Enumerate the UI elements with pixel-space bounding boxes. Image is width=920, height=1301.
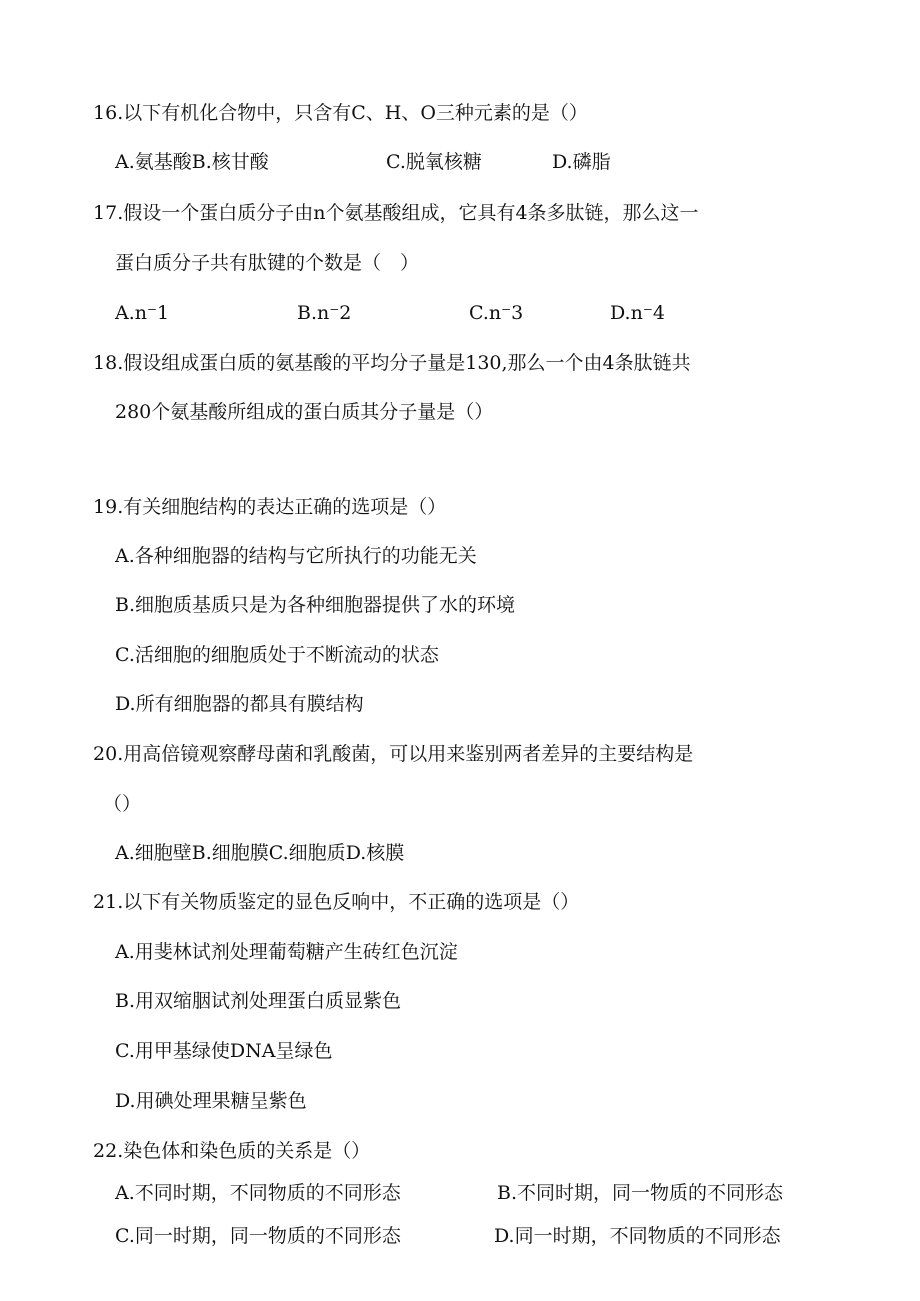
option-a: A.用斐林试剂处理葡萄糖产生砖红色沉淀 xyxy=(115,941,458,963)
question-number: 18 xyxy=(93,352,118,374)
question-text: .以下有机化合物中，只含有C、H、O三种元素的是（） xyxy=(117,102,588,124)
question-text: .假设一个蛋白质分子由n个氨基酸组成，它具有4条多肽链，那么这一 xyxy=(117,202,699,224)
option-a: A.细胞壁 xyxy=(115,842,192,864)
question-number: 17 xyxy=(93,202,118,224)
question-22-stem xyxy=(93,1138,370,1164)
question-16-options xyxy=(115,149,269,175)
question-18-stem xyxy=(93,350,691,376)
option-b: B.细胞膜 xyxy=(191,842,269,864)
question-text: .假设组成蛋白质的氨基酸的平均分子量是130,那么一个由4条肽链共 xyxy=(117,352,691,374)
option-b: B.n⁻2 xyxy=(297,302,352,324)
question-number: 21 xyxy=(93,891,118,913)
question-text: .有关细胞结构的表达正确的选项是（） xyxy=(117,496,447,518)
option-b: B.细胞质基质只是为各种细胞器提供了水的环境 xyxy=(115,594,516,616)
question-text: .用高倍镜观察酵母菌和乳酸菌，可以用来鉴别两者差异的主要结构是 xyxy=(117,743,694,765)
option-c: C.活细胞的细胞质处于不断流动的状态 xyxy=(115,644,439,666)
option-c: C.同一时期，同一物质的不同形态 xyxy=(115,1225,401,1247)
question-16-stem xyxy=(93,100,588,126)
question-text: .染色体和染色质的关系是（） xyxy=(117,1140,371,1162)
question-text: .以下有关物质鉴定的显色反响中，不正确的选项是（） xyxy=(117,891,580,913)
question-number: 20 xyxy=(93,743,118,765)
question-21-stem xyxy=(93,889,579,915)
option-d: D.用碘处理果糖呈紫色 xyxy=(115,1090,307,1112)
option-d: D.磷脂 xyxy=(552,151,611,173)
option-b: B.不同时期，同一物质的不同形态 xyxy=(497,1182,784,1204)
option-c: C.脱氧核糖 xyxy=(386,151,482,173)
question-number: 22 xyxy=(93,1140,118,1162)
option-d: D.核膜 xyxy=(345,842,405,864)
option-c: C.细胞质 xyxy=(268,842,346,864)
question-20-stem xyxy=(93,741,693,767)
option-d: D.n⁻4 xyxy=(610,302,665,324)
question-17-stem-cont: 蛋白质分子共有肽键的个数是（ ） xyxy=(115,252,420,274)
question-20-stem-cont: （） xyxy=(103,793,142,815)
question-19-stem xyxy=(93,494,446,520)
question-number: 19 xyxy=(93,496,118,518)
option-a: A.不同时期，不同物质的不同形态 xyxy=(115,1182,401,1204)
option-a: A.氨基酸 xyxy=(115,151,192,173)
option-d: D.同一时期，不同物质的不同形态 xyxy=(494,1225,781,1247)
question-number: 16 xyxy=(93,102,118,124)
option-a: A.n⁻1 xyxy=(115,302,170,324)
question-18-stem-cont: 280个氨基酸所组成的蛋白质其分子量是（） xyxy=(115,401,494,423)
option-b: B.核甘酸 xyxy=(191,151,269,173)
option-d: D.所有细胞器的都具有膜结构 xyxy=(115,693,364,715)
option-c: C.用甲基绿使DNA呈绿色 xyxy=(115,1040,333,1062)
question-17-stem xyxy=(93,200,699,226)
option-b: B.用双缩胭试剂处理蛋白质显紫色 xyxy=(115,990,402,1012)
question-20-options xyxy=(115,840,404,866)
option-a: A.各种细胞器的结构与它所执行的功能无关 xyxy=(115,545,477,567)
option-c: C.n⁻3 xyxy=(469,302,524,324)
